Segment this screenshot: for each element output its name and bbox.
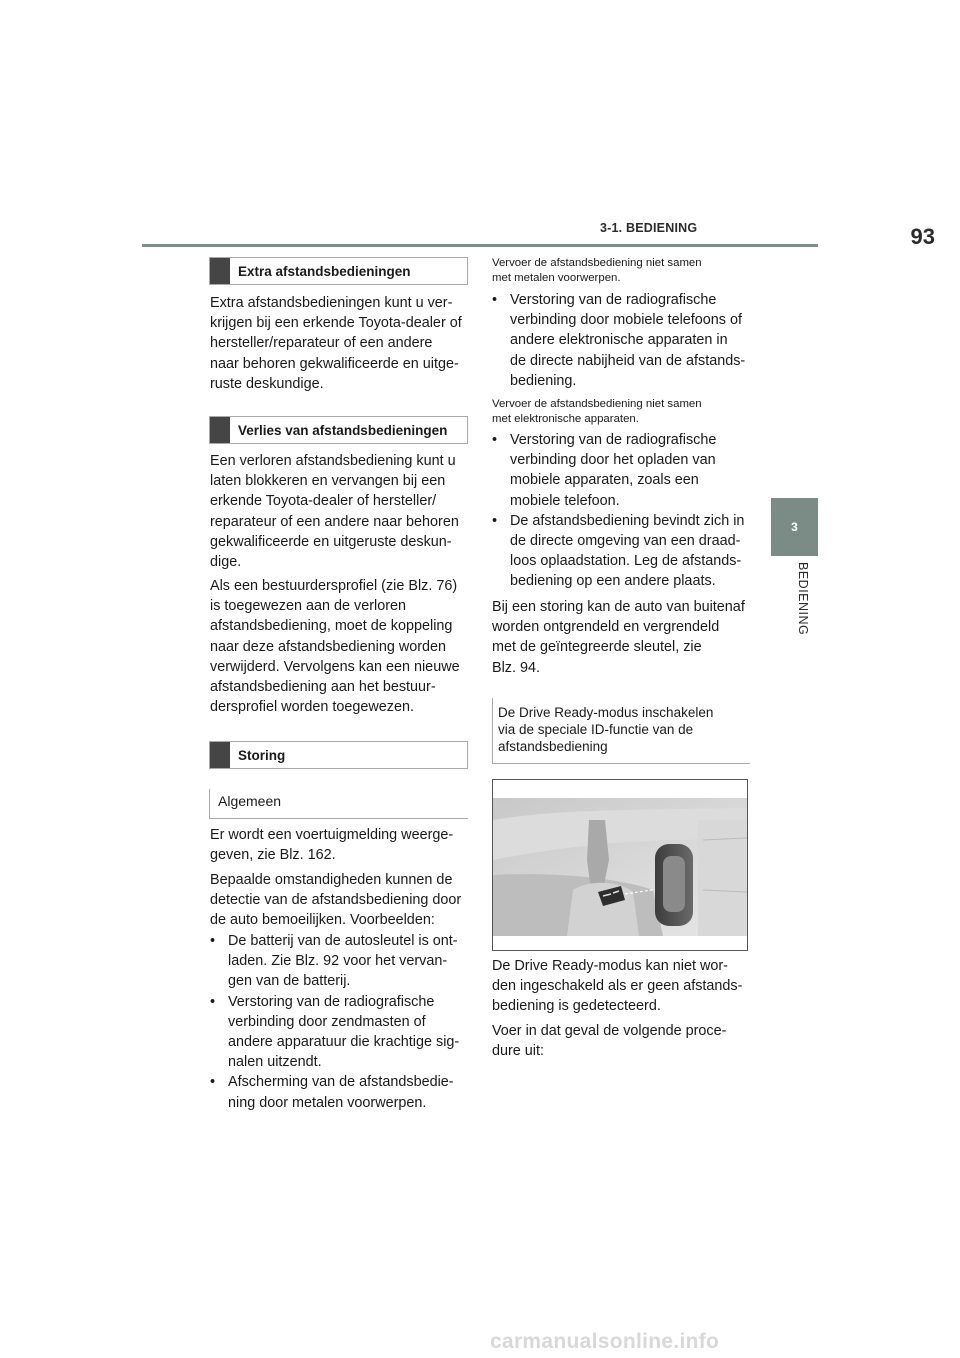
paragraph-verlies-1 (210, 451, 472, 572)
text-line: Blz. 94. (492, 659, 540, 676)
text-line: loos oplaadstation. Leg de afstands- (510, 553, 742, 570)
text-line: verwijderd. Vervolgens kan een nieuwe (210, 658, 460, 675)
text-line: met elektronische apparaten. (492, 413, 639, 425)
text-line: detectie van de afstandsbediening door (210, 892, 462, 909)
figure-key-placement (492, 779, 748, 951)
chapter-tab-label: BEDIENING (796, 562, 810, 636)
text-line: Voer in dat geval de volgende proce- (492, 1023, 727, 1039)
text-line: ruste deskundige. (210, 375, 324, 392)
text-line: de directe omgeving van een draad- (510, 533, 741, 550)
text-line: Er wordt een voertuigmelding weerge- (210, 827, 454, 843)
text-line: verbinding door het opladen van (510, 452, 716, 469)
text-line: mobiele apparaten, zoals een (510, 472, 699, 489)
text-line: Bij een storing kan de auto van buitenaf (492, 599, 745, 615)
bullet-list-charging (492, 430, 754, 592)
paragraph-emergency-key (492, 597, 754, 678)
text-line: Vervoer de afstandsbediening niet samen (492, 257, 702, 269)
text-line: met de geïntegreerde sleutel, zie (492, 639, 702, 656)
text-line: gen van de batterij. (228, 973, 351, 990)
chapter-tab (771, 498, 818, 556)
text-line: via de speciale ID-functie van de (498, 722, 694, 737)
text-line: dure uit: (492, 1043, 544, 1060)
text-line: • De afstandsbediening bevindt zich in (510, 512, 745, 529)
text-line: Een verloren afstandsbediening kunt u (210, 453, 456, 469)
text-line: krijgen bij een erkende Toyota-dealer of (210, 315, 462, 332)
text-line: is toegewezen aan de verloren (210, 598, 407, 615)
header-rule (142, 244, 818, 247)
text-line: geven, zie Blz. 162. (210, 847, 336, 864)
text-line: Extra afstandsbedieningen kunt u ver- (210, 295, 453, 311)
text-line: • Verstoring van de radiografische (510, 432, 717, 448)
illustration-center-console (493, 780, 747, 950)
text-line: Vervoer de afstandsbediening niet samen (492, 398, 702, 410)
text-line: • Verstoring van de radiografische (228, 993, 435, 1010)
text-line: De Drive Ready-modus inschakelen (498, 705, 714, 720)
text-line: verbinding door zendmasten of (228, 1013, 426, 1030)
text-line: • Verstoring van de radiografische (510, 292, 717, 308)
list-item (492, 430, 754, 511)
list-item (492, 290, 754, 391)
text-line: erkende Toyota-dealer of hersteller/ (210, 493, 437, 510)
paragraph-procedure (492, 1021, 754, 1061)
heading-bar (210, 258, 230, 284)
text-line: andere elektronische apparaten in (510, 332, 728, 349)
text-line: andere apparatuur die krachtige sig- (228, 1034, 460, 1051)
text-line: den ingeschakeld als er geen afstands- (492, 978, 743, 995)
text-line: De Drive Ready-modus kan niet wor- (492, 958, 728, 974)
note-electronic (492, 397, 754, 427)
text-line: • De batterij van de autosleutel is ont- (228, 933, 458, 949)
text-line: Bepaalde omstandigheden kunnen de (210, 872, 453, 888)
paragraph-storing-2 (210, 870, 472, 931)
list-item (210, 992, 472, 1073)
text-line: mobiele telefoon. (510, 492, 620, 509)
watermark: carmanualsonline.info (490, 1330, 720, 1353)
heading-text: Extra afstandsbedieningen (238, 263, 411, 279)
section-heading-storing (209, 741, 468, 769)
page-number: 93 (910, 224, 935, 249)
text-line: ning door metalen voorwerpen. (228, 1094, 427, 1111)
list-item (492, 511, 754, 592)
list-item (210, 931, 472, 992)
text-line: nalen uitzendt. (228, 1054, 322, 1071)
paragraph-verlies-2 (210, 576, 472, 717)
text-line: laten blokkeren en vervangen bij een (210, 473, 446, 490)
text-line: reparateur of een andere naar behoren (210, 513, 459, 530)
text-line: dersprofiel worden toegewezen. (210, 699, 414, 716)
text-line: hersteller/reparateur of een andere (210, 335, 433, 352)
section-heading-verlies (209, 416, 468, 444)
paragraph-storing-1 (210, 825, 472, 865)
text-line: naar deze afstandsbediening worden (210, 638, 447, 655)
heading-text: Verlies van afstandsbedieningen (238, 422, 448, 438)
subheading-algemeen: Algemeen (209, 789, 468, 819)
text-line: laden. Zie Blz. 92 voor het vervan- (228, 953, 448, 970)
text-line: afstandsbediening (498, 739, 608, 754)
text-line: Als een bestuurdersprofiel (zie Blz. 76) (210, 578, 458, 594)
note-metal (492, 256, 754, 286)
text-line: bediening op een andere plaats. (510, 573, 716, 590)
text-line: met metalen voorwerpen. (492, 272, 621, 284)
text-line: naar behoren gekwalificeerde en uitge- (210, 355, 459, 372)
bullet-list-storing (210, 931, 472, 1113)
text-line: afstandsbediening aan het bestuur- (210, 679, 436, 696)
paragraph-extra (210, 293, 472, 394)
text-line: bediening. (510, 372, 577, 389)
text-line: • Afscherming van de afstandsbedie- (228, 1074, 454, 1091)
text-line: worden ontgrendeld en vergrendeld (492, 619, 720, 636)
chapter-tab-number: 3 (791, 520, 798, 534)
list-item (210, 1072, 472, 1112)
text-line: dige. (210, 554, 242, 571)
chapter-title: 3-1. BEDIENING (600, 221, 698, 235)
paragraph-drive-ready (492, 956, 754, 1017)
subheading-drive-ready (492, 698, 750, 764)
text-line: gekwalificeerde en uitgeruste deskun- (210, 533, 452, 550)
bullet-list-phones (492, 290, 754, 391)
text-line: de auto bemoeilijken. Voorbeelden: (210, 912, 435, 929)
heading-text: Storing (238, 747, 286, 763)
text-line: bediening is gedetecteerd. (492, 998, 661, 1015)
text-line: afstandsbediening, moet de koppeling (210, 618, 453, 635)
section-heading-extra (209, 257, 468, 285)
heading-bar (210, 742, 230, 768)
text-line: verbinding door mobiele telefoons of (510, 312, 742, 329)
heading-bar (210, 417, 230, 443)
text-line: de directe nabijheid van de afstands- (510, 352, 746, 369)
